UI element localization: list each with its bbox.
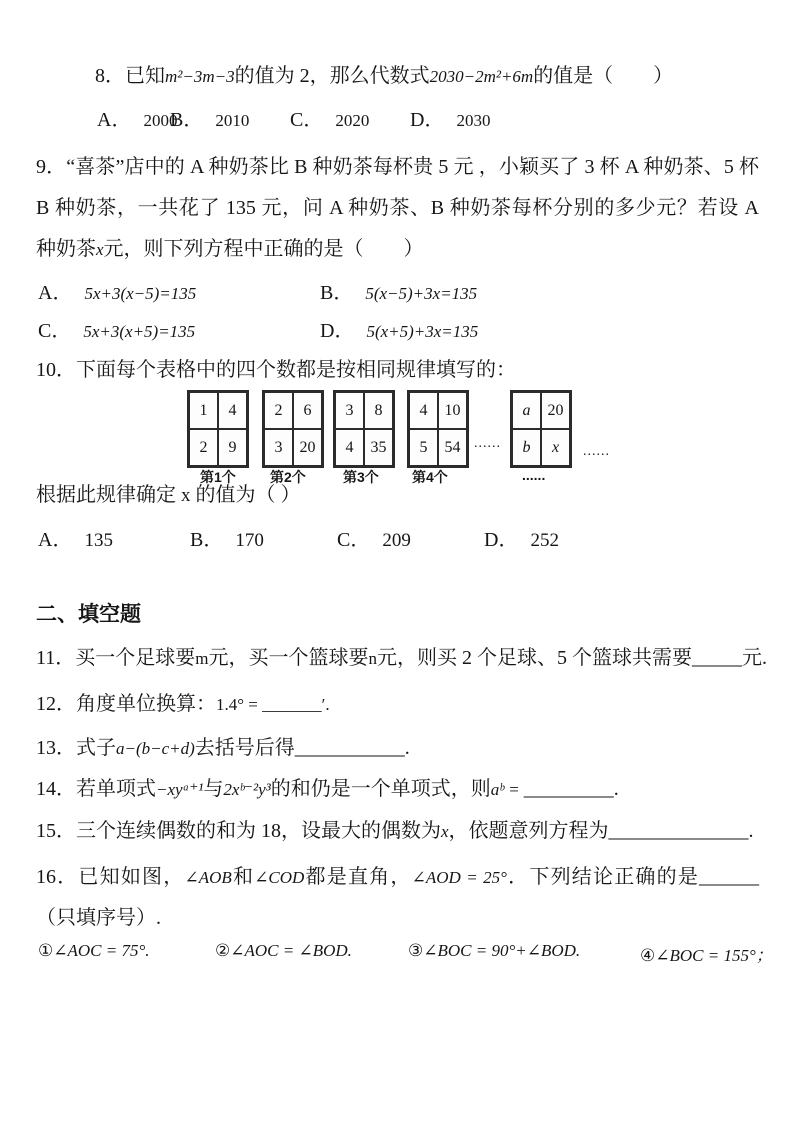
- option-label: B．: [320, 282, 354, 304]
- q9-option-d: [320, 314, 478, 343]
- conclusion-2: ②∠AOC = ∠BOD.: [215, 941, 352, 960]
- option-label: A．: [38, 282, 73, 304]
- formula: n: [368, 649, 377, 668]
- q9-option-c: [38, 314, 195, 343]
- formula: 2xᵇ⁻²y³: [223, 780, 271, 799]
- option-label: B．: [190, 529, 224, 551]
- option-label: C．: [290, 109, 324, 131]
- stem-text: 的值为（ ）: [190, 484, 301, 506]
- question-14: [36, 776, 619, 803]
- question-9-options-row1: [0, 276, 793, 306]
- q8-option-b: [170, 103, 249, 132]
- option-label: A．: [38, 529, 73, 551]
- option-label: D．: [484, 529, 519, 551]
- table-label: 第3个: [343, 469, 379, 485]
- q8-option-d: [410, 103, 490, 132]
- table-cell: 20: [541, 392, 570, 429]
- option-value: 2000: [143, 111, 178, 130]
- q9-option-b: [320, 276, 477, 305]
- stem-text: 已知: [125, 65, 165, 87]
- option-value: 2030: [456, 111, 491, 130]
- formula: aᵇ =: [490, 780, 524, 799]
- stem-text: 去括号后得___________.: [194, 737, 410, 759]
- option-formula: 5x+3(x−5)=135: [84, 284, 197, 303]
- stem-text: 13．式子: [36, 737, 116, 759]
- table-label: 第4个: [412, 469, 448, 485]
- q8-option-a: [97, 103, 177, 132]
- stem-text: 10．下面每个表格中的四个数都是按相同规律填写的：: [36, 359, 516, 381]
- option-value: 209: [382, 530, 411, 551]
- table-cell: 3: [264, 429, 293, 466]
- q10-option-c: [337, 523, 411, 552]
- table-cell: 20: [293, 429, 322, 466]
- question-9-options-row2: [0, 314, 793, 344]
- stem-text: 与: [203, 778, 224, 800]
- option-label: D．: [320, 320, 355, 342]
- question-11: [36, 645, 767, 672]
- table-cell: 4: [335, 429, 364, 466]
- stem-text: ，依题意列方程为______________.: [448, 820, 754, 842]
- table-cell: 2: [264, 392, 293, 429]
- formula: 1.4° = _______′.: [216, 695, 330, 714]
- option-formula: 5(x−5)+3x=135: [365, 284, 478, 303]
- q9-option-a: [38, 276, 196, 305]
- option-label: C．: [38, 320, 72, 342]
- stem-text: 9．“喜茶”店中的 A 种奶茶比 B 种奶茶每杯贵 5 元 ，小颖买了 3 杯 A 种奶茶、5 杯 B 种奶茶，一共花了 135 元，问 A 种奶茶、B 种奶茶每杯分别的多少元？若设 A 种奶茶: [36, 156, 759, 260]
- question-9-stem: [36, 147, 759, 270]
- section-header: [36, 601, 141, 627]
- question-10-followup: [36, 482, 301, 509]
- table-cell: 8: [364, 392, 393, 429]
- question-15: [36, 818, 754, 845]
- formula: x: [181, 485, 191, 506]
- table-cell: 2: [189, 429, 218, 466]
- option-label: C．: [337, 529, 371, 551]
- pattern-tables: [0, 390, 793, 485]
- table-cell: x: [541, 429, 570, 466]
- question-8-options: [0, 103, 793, 133]
- question-16-stem: [36, 857, 759, 939]
- formula: m: [195, 649, 209, 668]
- table-cell: 54: [438, 429, 467, 466]
- stem-text: 元，买一个篮球要: [208, 647, 369, 669]
- formula: x: [441, 822, 449, 841]
- question-10-stem: [36, 357, 516, 383]
- table-cell: 4: [409, 392, 438, 429]
- table-cell: 35: [364, 429, 393, 466]
- table-label: 第1个: [200, 469, 236, 485]
- mini-table-3: [333, 390, 395, 468]
- table-label: 第2个: [270, 469, 306, 485]
- stem-text: 15．三个连续偶数的和为 18，设最大的偶数为: [36, 820, 441, 842]
- stem-text: 和: [231, 866, 255, 888]
- formula: ∠AOB: [184, 868, 232, 887]
- q8-option-c: [290, 103, 369, 132]
- table-cell: 1: [189, 392, 218, 429]
- table-cell: 10: [438, 392, 467, 429]
- mini-table-2: [262, 390, 324, 468]
- conclusion-1: ①∠AOC = 75°.: [38, 941, 150, 960]
- stem-text: 元，则买 2 个足球、5 个篮球共需要_____元.: [377, 647, 767, 669]
- table-cell: 4: [218, 392, 247, 429]
- table-cell: b: [512, 429, 541, 466]
- stem-text: 都是直角，: [304, 866, 412, 888]
- q10-option-d: [484, 523, 559, 552]
- option-formula: 5x+3(x+5)=135: [83, 322, 196, 341]
- section-title: 二、填空题: [36, 602, 141, 626]
- table-cell: 6: [293, 392, 322, 429]
- formula: 2030−2m²+6m: [429, 67, 534, 86]
- table-cell: a: [512, 392, 541, 429]
- formula: −xyᵃ⁺¹: [156, 780, 204, 799]
- stem-text: 元，则下列方程中正确的是（ ）: [103, 238, 424, 260]
- table-cell: 5: [409, 429, 438, 466]
- stem-text: 14．若单项式: [36, 778, 156, 800]
- stem-text: _________.: [523, 778, 619, 800]
- stem-text: 12．角度单位换算：: [36, 693, 216, 715]
- option-label: B．: [170, 109, 204, 131]
- q10-option-b: [190, 523, 264, 552]
- stem-text: 根据此规律确定: [36, 484, 181, 506]
- formula: a−(b−c+d): [116, 739, 195, 758]
- table-cell: 3: [335, 392, 364, 429]
- mini-table-1: [187, 390, 249, 468]
- stem-text: 的和仍是一个单项式，则: [270, 778, 491, 800]
- option-label: A．: [97, 109, 132, 131]
- formula: ∠AOD = 25°: [411, 868, 507, 887]
- option-value: 252: [530, 530, 559, 551]
- question-13: [36, 735, 410, 762]
- question-10-options: [0, 523, 793, 553]
- ellipsis-dots: ......: [474, 436, 501, 451]
- table-cell: 9: [218, 429, 247, 466]
- option-value: 2020: [335, 111, 370, 130]
- stem-text: 的值为 2，那么代数式: [234, 65, 430, 87]
- option-value: 170: [235, 530, 264, 551]
- stem-text: 11．买一个足球要: [36, 647, 196, 669]
- formula: x: [96, 240, 104, 259]
- question-8-stem: [95, 63, 673, 90]
- option-formula: 5(x+5)+3x=135: [366, 322, 479, 341]
- conclusion-4: ④∠BOC = 155°；: [640, 946, 773, 965]
- mini-table-4: [407, 390, 469, 468]
- stem-text: 16．已知如图，: [36, 866, 185, 888]
- conclusion-3: ③∠BOC = 90°+∠BOD.: [408, 941, 581, 960]
- option-label: D．: [410, 109, 445, 131]
- option-value: 2010: [215, 111, 250, 130]
- stem-text: ．下列结论正确的是______（只填序号）.: [36, 866, 760, 929]
- table-label: ......: [522, 467, 546, 483]
- formula: ∠COD: [254, 868, 305, 887]
- formula: m²−3m−3: [165, 67, 235, 86]
- ellipsis-dots: ......: [583, 444, 610, 459]
- question-16-conclusions: [0, 941, 793, 971]
- question-12: [36, 691, 330, 718]
- q10-option-a: [38, 523, 113, 552]
- stem-text: 的值是（ ）: [533, 65, 674, 87]
- question-number: 8．: [95, 65, 125, 87]
- mini-table-5: [510, 390, 572, 468]
- option-value: 135: [84, 530, 113, 551]
